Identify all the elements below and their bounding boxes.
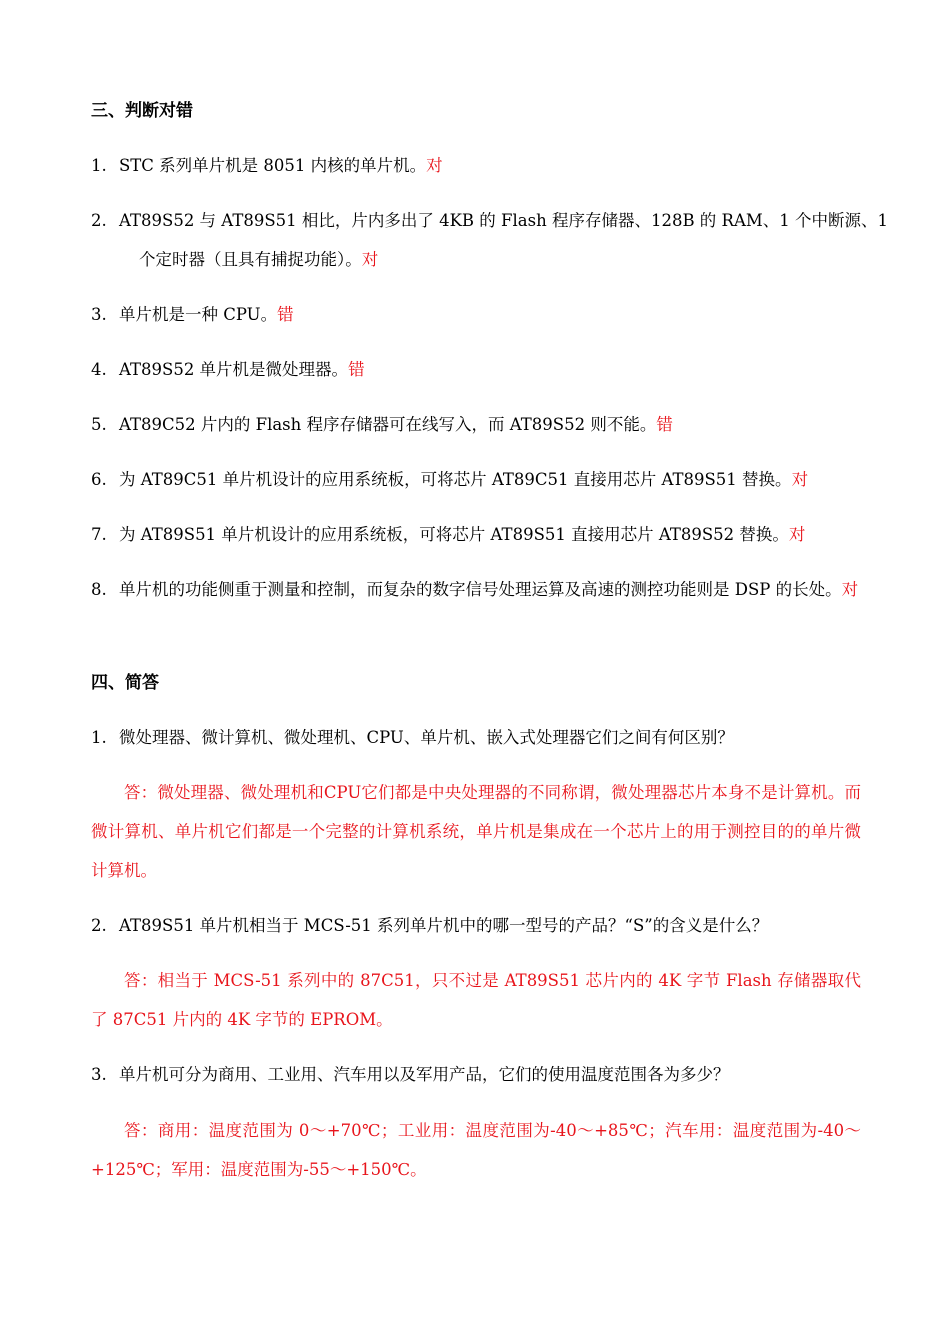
item-answer: 错	[348, 360, 365, 379]
question-3	[91, 1055, 909, 1094]
item-answer: 对	[361, 250, 379, 269]
item-number: 4.	[91, 360, 107, 379]
judgement-item-2	[91, 201, 909, 279]
item-answer: 对	[788, 525, 806, 544]
item-number: 3.	[91, 305, 107, 324]
item-text: 单片机是一种 CPU。	[119, 305, 278, 324]
item-text: AT89S52 与 AT89S51 相比，片内多出了 4KB 的 Flash 程序存储器、128B 的 RAM、1 个中断源、1 个定时器（且具有捕捉功能）。	[119, 211, 889, 269]
judgement-item-6	[91, 460, 909, 499]
item-text: AT89C52 片内的 Flash 程序存储器可在线写入，而 AT89S52 则不能。	[119, 415, 657, 434]
question-number: 3.	[91, 1065, 107, 1084]
judgement-item-5	[91, 405, 909, 444]
item-answer: 错	[277, 305, 294, 324]
item-number: 7.	[91, 525, 107, 544]
judgement-item-3	[91, 295, 909, 334]
question-1	[91, 718, 909, 757]
answer-2: 答：相当于 MCS-51 系列中的 87C51，只不过是 AT89S51 芯片内的 4K 字节 Flash 存储器取代了 87C51 片内的 4K 字节的 EPROM。	[91, 971, 861, 1029]
item-number: 2.	[91, 211, 107, 230]
section3-heading: 三、判断对错	[91, 101, 193, 121]
question-text: 单片机可分为商用、工业用、汽车用以及军用产品，它们的使用温度范围各为多少？	[119, 1065, 730, 1084]
item-number: 6.	[91, 470, 107, 489]
answer-1: 答：微处理器、微处理机和CPU它们都是中央处理器的不同称谓，微处理器芯片本身不是计算机。而微计算机、单片机它们都是一个完整的计算机系统，单片机是集成在一个芯片上的用于测控目的的单片微计算机。	[91, 783, 861, 880]
item-answer: 对	[791, 470, 809, 489]
item-text: 为 AT89S51 单片机设计的应用系统板，可将芯片 AT89S51 直接用芯片 AT89S52 替换。	[119, 525, 789, 544]
question-number: 1.	[91, 728, 107, 747]
item-text: AT89S52 单片机是微处理器。	[119, 360, 349, 379]
item-answer: 错	[656, 415, 673, 434]
judgement-item-7	[91, 515, 909, 554]
item-text: 为 AT89C51 单片机设计的应用系统板，可将芯片 AT89C51 直接用芯片 AT89S51 替换。	[119, 470, 792, 489]
section4-heading: 四、简答	[91, 673, 159, 693]
question-text: 微处理器、微计算机、微处理机、CPU、单片机、嵌入式处理器它们之间有何区别？	[119, 728, 734, 747]
item-text: 单片机的功能侧重于测量和控制，而复杂的数字信号处理运算及高速的测控功能则是 DSP 的长处。	[119, 580, 842, 599]
question-number: 2.	[91, 916, 107, 935]
item-text: STC 系列单片机是 8051 内核的单片机。	[119, 156, 427, 175]
judgement-item-8	[91, 570, 909, 609]
question-2	[91, 906, 909, 945]
item-number: 8.	[91, 580, 107, 599]
item-number: 1.	[91, 156, 107, 175]
item-answer: 对	[426, 156, 443, 175]
answer-3: 答：商用：温度范围为 0～+70℃；工业用：温度范围为-40～+85℃；汽车用：温度范围为-40～+125℃；军用：温度范围为-55～+150℃。	[91, 1121, 861, 1179]
judgement-item-4	[91, 350, 909, 389]
item-answer: 对	[841, 580, 859, 599]
item-number: 5.	[91, 415, 107, 434]
question-text: AT89S51 单片机相当于 MCS-51 系列单片机中的哪一型号的产品？“S”的含义是什么？	[119, 916, 769, 935]
judgement-item-1	[91, 146, 909, 185]
